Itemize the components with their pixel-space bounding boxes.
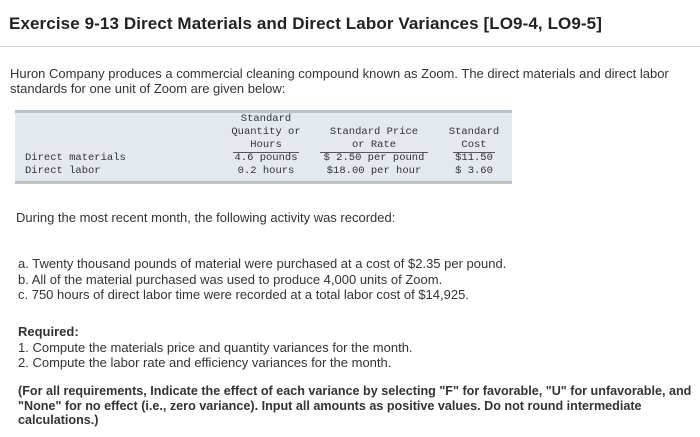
row-labor-label: Direct labor: [25, 165, 101, 177]
instructions-note: (For all requirements, Indicate the effect of each variance by selecting "F" for favorable, "U" for unfavorable, and "None" for no effect (i.e., zero variance). Input all amounts as positive values. Do not round intermediate calculations.): [18, 384, 692, 427]
header-price-line2: or Rate: [351, 139, 397, 151]
standards-table: [15, 110, 512, 184]
header-cost-line1: Standard: [448, 126, 500, 138]
header-quantity-line3: Hours: [250, 139, 282, 151]
row-materials-cost: $11.50: [455, 152, 493, 164]
row-labor-quantity: 0.2 hours: [237, 165, 295, 177]
activity-list: [18, 256, 506, 303]
row-materials-price: $ 2.50 per pound: [323, 152, 425, 164]
row-materials-label: Direct materials: [25, 152, 126, 164]
header-quantity-line1: Standard: [240, 113, 292, 125]
table-bottom-bar: [15, 181, 512, 184]
required-heading: Required:: [18, 324, 79, 339]
activity-item-a: a. Twenty thousand pounds of material were purchased at a cost of $2.35 per pound.: [18, 256, 507, 271]
row-labor-price: $18.00 per hour: [326, 165, 422, 177]
activity-item-c: c. 750 hours of direct labor time were recorded at a total labor cost of $14,925.: [18, 287, 469, 302]
header-price-line1: Standard Price: [329, 126, 419, 138]
row-materials-quantity: 4.6 pounds: [234, 152, 298, 164]
row-labor-cost: $ 3.60: [455, 165, 493, 177]
intro-paragraph: Huron Company produces a commercial cleaning compound known as Zoom. The direct materials and direct labor standards for one unit of Zoom are given below:: [10, 66, 669, 96]
header-quantity-line2: Quantity or: [231, 126, 301, 138]
activity-intro: During the most recent month, the following activity was recorded:: [16, 210, 396, 225]
exercise-title: Exercise 9-13 Direct Materials and Direct Labor Variances [LO9-4, LO9-5]: [9, 14, 603, 33]
title-divider: [0, 46, 700, 47]
required-item-1: 1. Compute the materials price and quantity variances for the month.: [18, 339, 413, 355]
required-item-2: 2. Compute the labor rate and efficiency variances for the month.: [18, 355, 392, 370]
header-cost-line2: Cost: [461, 139, 487, 151]
required-section: [18, 324, 413, 371]
activity-item-b: b. All of the material purchased was used to produce 4,000 units of Zoom.: [18, 271, 443, 287]
